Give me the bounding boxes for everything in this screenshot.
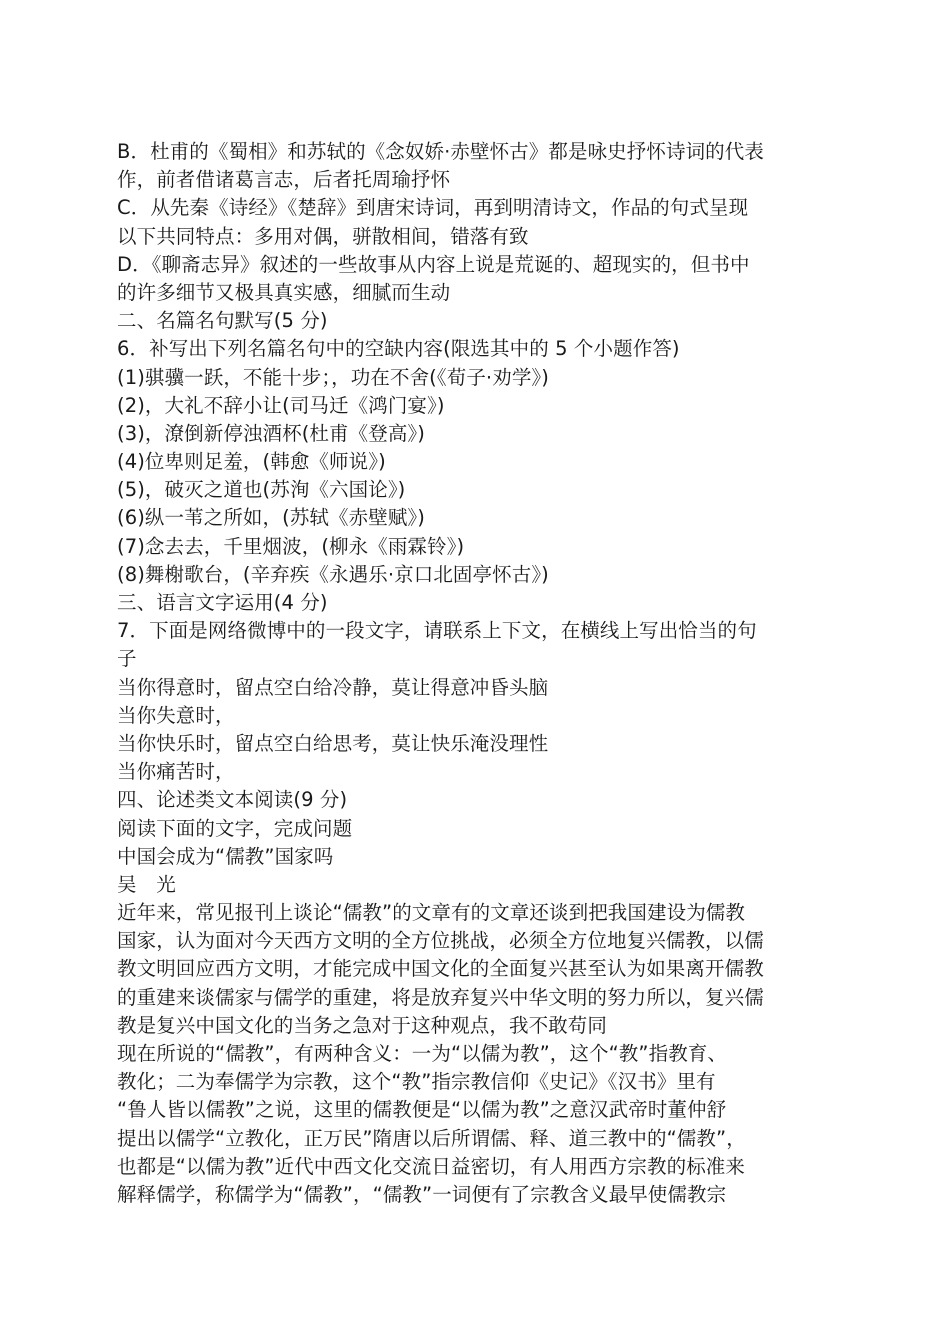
text-line: 也都是“以儒为教”近代中西文化交流日益密切，有人用西方宗教的标准来 — [117, 1154, 746, 1178]
document-body — [117, 138, 837, 1209]
text-line: B．杜甫的《蜀相》和苏轼的《念奴娇·赤壁怀古》都是咏史抒怀诗词的代表 — [117, 140, 764, 163]
text-line: 四、论述类文本阅读(9 分) — [117, 788, 348, 812]
text-line: 的重建来谈儒家与儒学的重建，将是放弃复兴中华文明的努力所以，复兴儒 — [117, 985, 764, 1009]
text-line: 当你痛苦时， — [117, 760, 235, 784]
text-line: 提出以儒学“立教化，正万民”隋唐以后所谓儒、释、道三教中的“儒教”， — [117, 1126, 746, 1150]
text-line: 当你快乐时，留点空白给思考，莫让快乐淹没理性 — [117, 731, 549, 755]
text-line: 7．下面是网络微博中的一段文字，请联系上下文，在横线上写出恰当的句 — [117, 619, 757, 643]
text-line: C．从先秦《诗经》《楚辞》到唐宋诗词，再到明清诗文，作品的句式呈现 — [117, 196, 749, 220]
text-line: 阅读下面的文字，完成问题 — [117, 816, 353, 840]
text-line: (8)舞榭歌台，(辛弃疾《永遇乐·京口北固亭怀古》) — [117, 562, 549, 586]
text-line: 解释儒学，称儒学为“儒教”，“儒教”一词便有了宗教含义最早使儒教宗 — [117, 1182, 727, 1206]
text-line: 作，前者借诸葛言志，后者托周瑜抒怀 — [117, 168, 451, 192]
text-line: 三、语言文字运用(4 分) — [117, 591, 328, 614]
text-line: (1)骐骥一跃，不能十步；，功在不舍(《荀子·劝学》) — [117, 365, 549, 389]
text-line: 6．补写出下列名篇名句中的空缺内容(限选其中的 5 个小题作答) — [117, 337, 680, 361]
text-line: 教文明回应西方文明，才能完成中国文化的全面复兴甚至认为如果离开儒教 — [117, 957, 764, 981]
text-line: 吴 光 — [117, 872, 176, 896]
text-line: 的许多细节又极具真实感，细腻而生动 — [117, 280, 451, 304]
text-line: (3)，潦倒新停浊酒杯(杜甫《登高》) — [117, 421, 425, 445]
text-line: 教是复兴中国文化的当务之急对于这种观点，我不敢苟同 — [117, 1013, 608, 1037]
text-line: 国家，认为面对今天西方文明的全方位挑战，必须全方位地复兴儒教，以儒 — [117, 929, 764, 953]
text-line: 以下共同特点：多用对偶，骈散相间，错落有致 — [117, 224, 529, 248]
text-line: D．《聊斋志异》叙述的一些故事从内容上说是荒诞的、超现实的，但书中 — [117, 252, 750, 276]
text-line: 现在所说的“儒教”，有两种含义：一为“以儒为教”，这个“教”指教育、 — [117, 1042, 728, 1065]
text-line: (5)，破灭之道也(苏洵《六国论》) — [117, 478, 406, 502]
text-line: 子 — [117, 647, 137, 671]
text-line: 当你得意时，留点空白给冷静，莫让得意冲昏头脑 — [117, 675, 549, 699]
text-line: 中国会成为“儒教”国家吗 — [117, 844, 334, 868]
text-line: (4)位卑则足羞，(韩愈《师说》) — [117, 450, 386, 474]
text-line: 近年来，常见报刊上谈论“儒教”的文章有的文章还谈到把我国建设为儒教 — [117, 901, 746, 925]
text-line: “鲁人皆以儒教”之说，这里的儒教便是“以儒为教”之意汉武帝时董仲舒 — [117, 1098, 727, 1122]
text-line: 教化；二为奉儒学为宗教，这个“教”指宗教信仰《史记》《汉书》里有 — [117, 1070, 716, 1094]
text-line: (2)，大礼不辞小让(司马迁《鸿门宴》) — [117, 393, 445, 417]
text-line: 二、名篇名句默写(5 分) — [117, 309, 328, 333]
text-line: (7)念去去，千里烟波，(柳永《雨霖铃》) — [117, 534, 465, 558]
text-line: (6)纵一苇之所如，(苏轼《赤壁赋》) — [117, 506, 425, 530]
text-line: 当你失意时， — [117, 703, 235, 727]
